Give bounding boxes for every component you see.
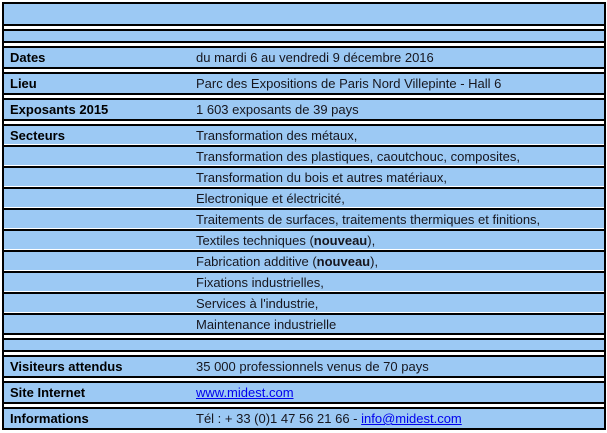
site-internet-label: Site Internet (10, 385, 86, 400)
row-exposants (4, 98, 604, 121)
row-site-internet (4, 381, 604, 404)
row-empty-second (4, 29, 604, 43)
secteurs-subrow-5 (4, 229, 604, 249)
info-table (2, 2, 606, 430)
row-empty-top (4, 4, 604, 26)
secteurs-subrow-0 (4, 126, 604, 144)
lieu-label: Lieu (10, 76, 37, 91)
row-lieu (4, 72, 604, 95)
phone-text: Tél : + 33 (0)1 47 56 21 66 - (196, 411, 362, 426)
secteurs-item: Electronique et électricité, (196, 190, 345, 206)
secteurs-item: Maintenance industrielle (196, 316, 337, 332)
secteurs-subrow-1 (4, 145, 604, 165)
row-dates (4, 46, 604, 69)
secteurs-subrow-6 (4, 250, 604, 270)
row-empty-spacer (4, 338, 604, 352)
secteurs-subrow-4 (4, 208, 604, 228)
secteurs-item: Textiles techniques (nouveau), (196, 232, 376, 248)
lieu-value: Parc des Expositions de Paris Nord Villepinte - Hall 6 (196, 76, 502, 91)
secteurs-subrow-8 (4, 292, 604, 312)
informations-label: Informations (10, 411, 89, 426)
site-internet-link[interactable]: www.midest.com (196, 385, 294, 400)
secteurs-item: Fixations industrielles, (196, 274, 324, 290)
visiteurs-label: Visiteurs attendus (10, 359, 123, 374)
secteurs-item: Transformation du bois et autres matériaux, (196, 169, 447, 185)
secteurs-item: Traitements de surfaces, traitements thermiques et finitions, (196, 211, 541, 227)
secteurs-item: Services à l'industrie, (196, 295, 319, 311)
dates-label: Dates (10, 50, 46, 65)
secteurs-subrow-7 (4, 271, 604, 291)
secteurs-item: Fabrication additive (nouveau), (196, 253, 379, 269)
secteurs-subrow-3 (4, 187, 604, 207)
dates-value: du mardi 6 au vendredi 9 décembre 2016 (196, 50, 434, 65)
secteurs-subrow-2 (4, 166, 604, 186)
row-secteurs-block (4, 124, 604, 335)
exposants-value: 1 603 exposants de 39 pays (196, 102, 359, 117)
row-informations (4, 407, 604, 428)
exposants-label: Exposants 2015 (10, 102, 109, 117)
secteurs-item: Transformation des plastiques, caoutchouc, composites, (196, 148, 520, 164)
secteurs-label: Secteurs (10, 127, 65, 143)
secteurs-item: Transformation des métaux, (196, 127, 358, 143)
visiteurs-value: 35 000 professionnels venus de 70 pays (196, 359, 429, 374)
secteurs-subrow-9 (4, 313, 604, 333)
row-visiteurs (4, 355, 604, 378)
email-link[interactable]: info@midest.com (361, 411, 462, 426)
